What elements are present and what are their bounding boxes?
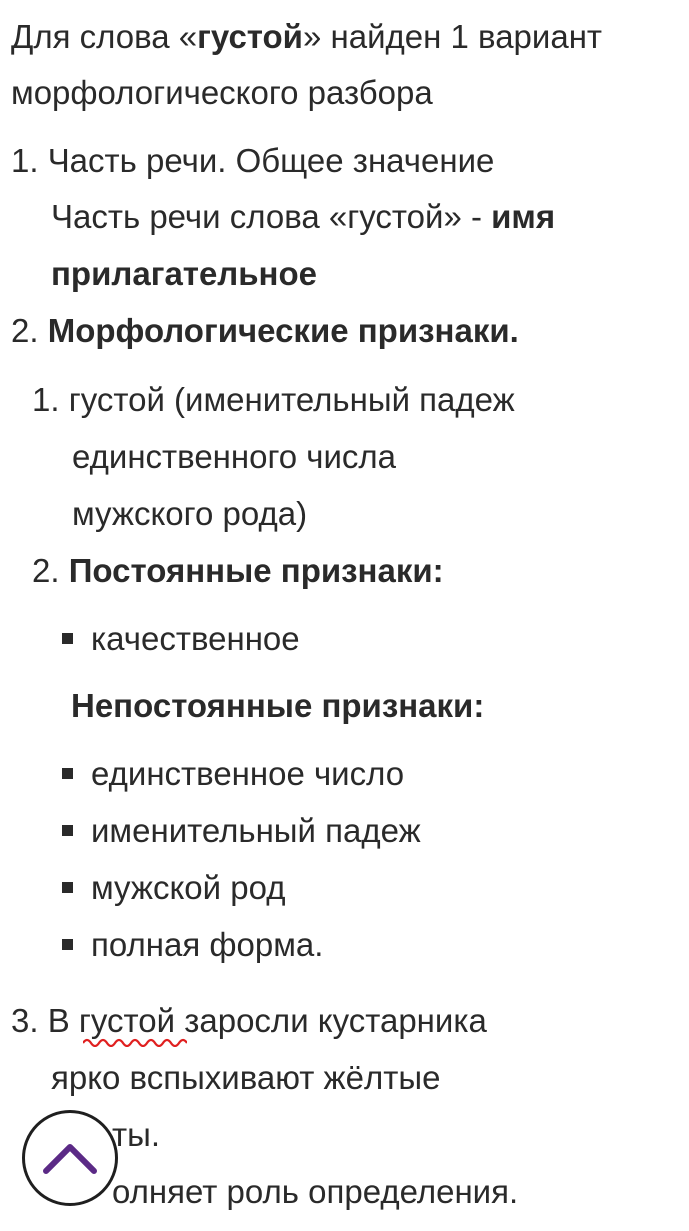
- section3-highlighted-word: густой: [78, 1002, 176, 1039]
- section1-heading: 1. Часть речи. Общее значение: [11, 142, 495, 179]
- intro-line-1: [11, 17, 602, 57]
- intro-suffix: » найден 1 вариант: [302, 18, 603, 55]
- intro-word: густой: [197, 18, 303, 55]
- section3-number: 3. В: [11, 1002, 79, 1039]
- section3-line-2: ярко вспыхивают жёлтые: [51, 1059, 441, 1096]
- section1-pos-part1: имя: [491, 198, 556, 235]
- list-item: именительный падеж: [91, 812, 421, 849]
- section2-item2-line: [32, 551, 444, 591]
- list-bullet: [62, 768, 73, 779]
- section2-heading: Морфологические признаки.: [47, 312, 519, 349]
- section3-line1-rest: заросли кустарника: [175, 1002, 487, 1039]
- constant-heading: Постоянные признаки:: [68, 552, 444, 589]
- intro-line-2: морфологического разбора: [11, 74, 433, 111]
- list-bullet: [62, 882, 73, 893]
- section3-line-3: ты.: [112, 1116, 161, 1153]
- section2-number: 2.: [11, 312, 48, 349]
- section1-pos-part2: прилагательное: [51, 255, 317, 292]
- spellcheck-underline: [83, 1035, 187, 1047]
- list-bullet: [62, 939, 73, 950]
- scroll-to-top-button[interactable]: [22, 1110, 118, 1206]
- section1-text: [51, 197, 555, 237]
- list-item: полная форма.: [91, 926, 324, 963]
- section2-item2-number: 2.: [32, 552, 69, 589]
- section2-item1-line1: 1. густой (именительный падеж: [32, 381, 515, 418]
- section2-item1-line2: единственного числа: [72, 438, 397, 475]
- intro-prefix: Для слова «: [11, 18, 198, 55]
- variable-heading: Непостоянные признаки:: [71, 687, 485, 724]
- list-bullet: [62, 825, 73, 836]
- section2-heading-line: [11, 311, 519, 351]
- list-item: мужской род: [91, 869, 286, 906]
- section3-line-4: олняет роль определения.: [112, 1173, 519, 1210]
- section1-text-prefix: Часть речи слова «густой» -: [51, 198, 492, 235]
- list-item: единственное число: [91, 755, 405, 792]
- list-item: качественное: [91, 620, 300, 657]
- chevron-up-icon: [40, 1138, 100, 1178]
- section2-item1-line3: мужского рода): [72, 495, 308, 532]
- list-bullet: [62, 633, 73, 644]
